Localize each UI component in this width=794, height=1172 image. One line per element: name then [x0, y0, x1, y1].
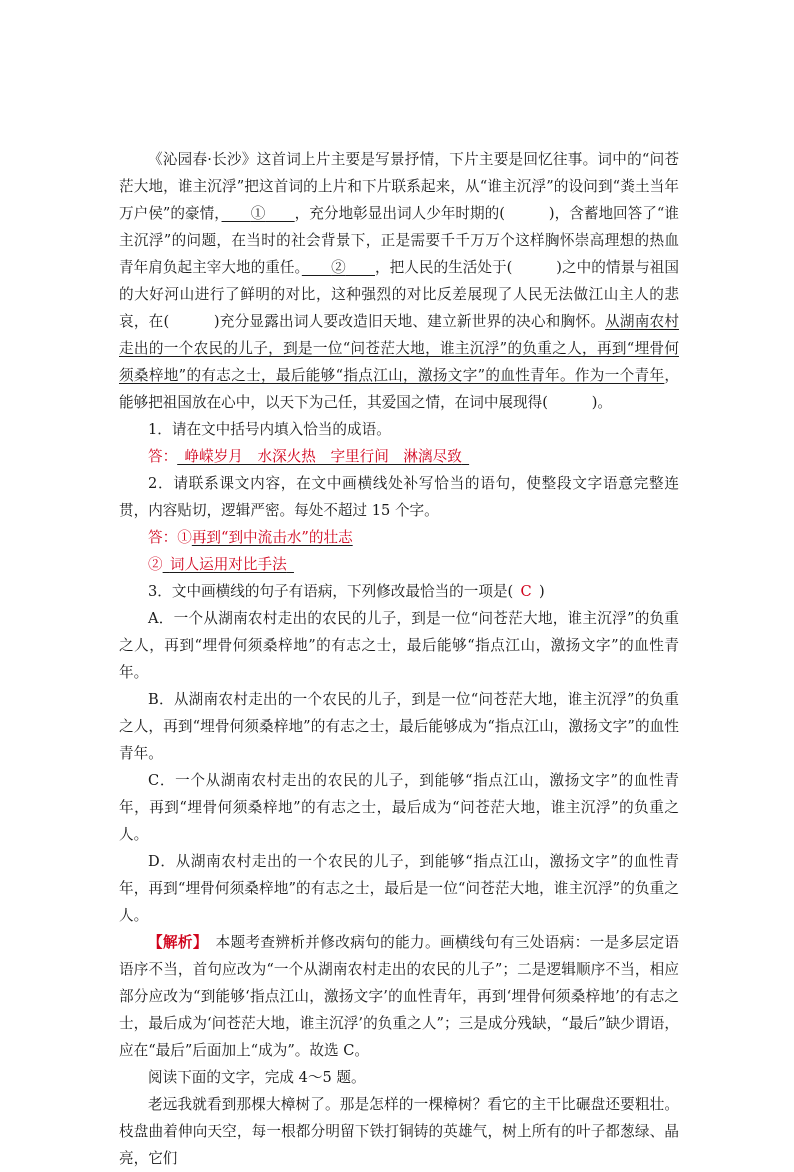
- passage-paragraph: [119, 146, 679, 416]
- passage-text: )之中的情景与祖国的大好河山进行了鲜明的对比，这种强烈的对比反差展现了人民无法做江山主人的悲哀，在(: [119, 259, 679, 330]
- answer-text: 峥嵘岁月 水深火热 字里行间 淋漓尽致: [184, 448, 462, 465]
- reading-passage: 老远我就看到那棵大樟树了。那是怎样的一棵樟树？看它的主干比碾盘还要粗壮。枝盘曲着伸向天空，每一根都分明留下铁打铜铸的英雄气，树上所有的叶子都葱绿、晶亮，它们: [119, 1096, 679, 1167]
- underlined-sentence: 从湖南农村走出的一个农民的儿子，到是一位“问苍茫大地，谁主沉浮”的负重之人，再到“埋骨何须桑梓地”的有志之士，最后能够“指点江山，激扬文字”的血性青年。作为一个青年: [119, 313, 679, 384]
- option-a: A．一个从湖南农村走出的农民的儿子，到是一位“问苍茫大地，谁主沉浮”的负重之人，再到“埋骨何须桑梓地”的有志之士，最后能够“指点江山，激扬文字”的血性青年。: [119, 610, 679, 681]
- blank-2: ②: [331, 259, 346, 276]
- passage-text: )。: [591, 394, 613, 411]
- answer-label: 答：: [148, 448, 178, 465]
- passage-text: )，含蓄地回答了“谁主沉浮”的问题，在当时的社会背景下，正是需要千千万万个这样胸怀崇高理想的热血青年肩负起主宰大地的重任。: [119, 205, 679, 276]
- answer-label: 答：: [148, 529, 178, 546]
- passage-text: 《沁园春·长沙》这首词上片主要是写景抒情，下片主要是回忆往事。词中的“问苍茫大地，谁主沉浮”把这首词的上片和下片联系起来，从“谁主沉浮”的设问到“粪土当年万户侯”的豪情，: [119, 151, 679, 222]
- passage-text: ，把人民的生活处于(: [375, 259, 513, 276]
- question-3: 3．文中画横线的句子有语病，下列修改最恰当的一项是( C ): [148, 583, 545, 600]
- answer-1: [119, 443, 679, 470]
- passage-text: )充分显露出词人要改造旧天地、建立新世界的决心和胸怀。: [213, 313, 606, 330]
- question-2: 2．请联系课文内容，在文中画横线处补写恰当的语句，使整段文字语意完整连贯，内容贴切，逻辑严密。每处不超过 15 个字。: [119, 475, 679, 519]
- document-content: [119, 146, 679, 1172]
- question-3-answer: C: [520, 583, 532, 600]
- analysis-text: 本题考查辨析并修改病句的能力。画横线句有三处语病：一是多层定语语序不当，首句应改为“一个从湖南农村走出的农民的儿子”；二是逻辑顺序不当，相应部分应改为“到能够‘指点江山，激扬文字’的血性青年，再到‘埋骨何须桑梓地’的有志之士，最后成为‘问苍茫大地，谁主沉浮’的负重之人”；三是成分残缺，“最后”缺少谓语，应在“最后”后面加上“成为”。故选 C。: [119, 934, 679, 1059]
- answer-text: 词人运用对比手法: [169, 556, 287, 573]
- answer-2-2: ② 词人运用对比手法: [119, 551, 679, 578]
- option-d: D．从湖南农村走出的一个农民的儿子，到能够“指点江山，激扬文字”的血性青年，再到“埋骨何须桑梓地”的有志之士，最后是一位“问苍茫大地，谁主沉浮”的负重之人。: [119, 853, 679, 924]
- option-b: B．从湖南农村走出的一个农民的儿子，到是一位“问苍茫大地，谁主沉浮”的负重之人，再到“埋骨何须桑梓地”的有志之士，最后能够成为“指点江山，激扬文字”的血性青年。: [119, 691, 679, 762]
- answer-2-1: 答：①再到“到中流击水”的壮志: [148, 529, 353, 546]
- analysis: [119, 929, 679, 1064]
- passage-text: ，充分地彰显出词人少年时期的(: [294, 205, 505, 222]
- question-1: 1．请在文中括号内填入恰当的成语。: [148, 421, 391, 438]
- blank-1: ①: [250, 205, 266, 222]
- analysis-tag: 【解析】: [148, 934, 201, 951]
- passage-text: ，能够把祖国放在心中，以天下为己任，其爱国之情，在词中展现得(: [119, 367, 679, 411]
- reading-intro: 阅读下面的文字，完成 4～5 题。: [148, 1069, 366, 1086]
- answer-text: 再到“到中流击水”的壮志: [191, 529, 353, 546]
- option-c: C．一个从湖南农村走出的农民的儿子，到能够“指点江山，激扬文字”的血性青年，再到“埋骨何须桑梓地”的有志之士，最后成为“问苍茫大地，谁主沉浮”的负重之人。: [119, 772, 679, 843]
